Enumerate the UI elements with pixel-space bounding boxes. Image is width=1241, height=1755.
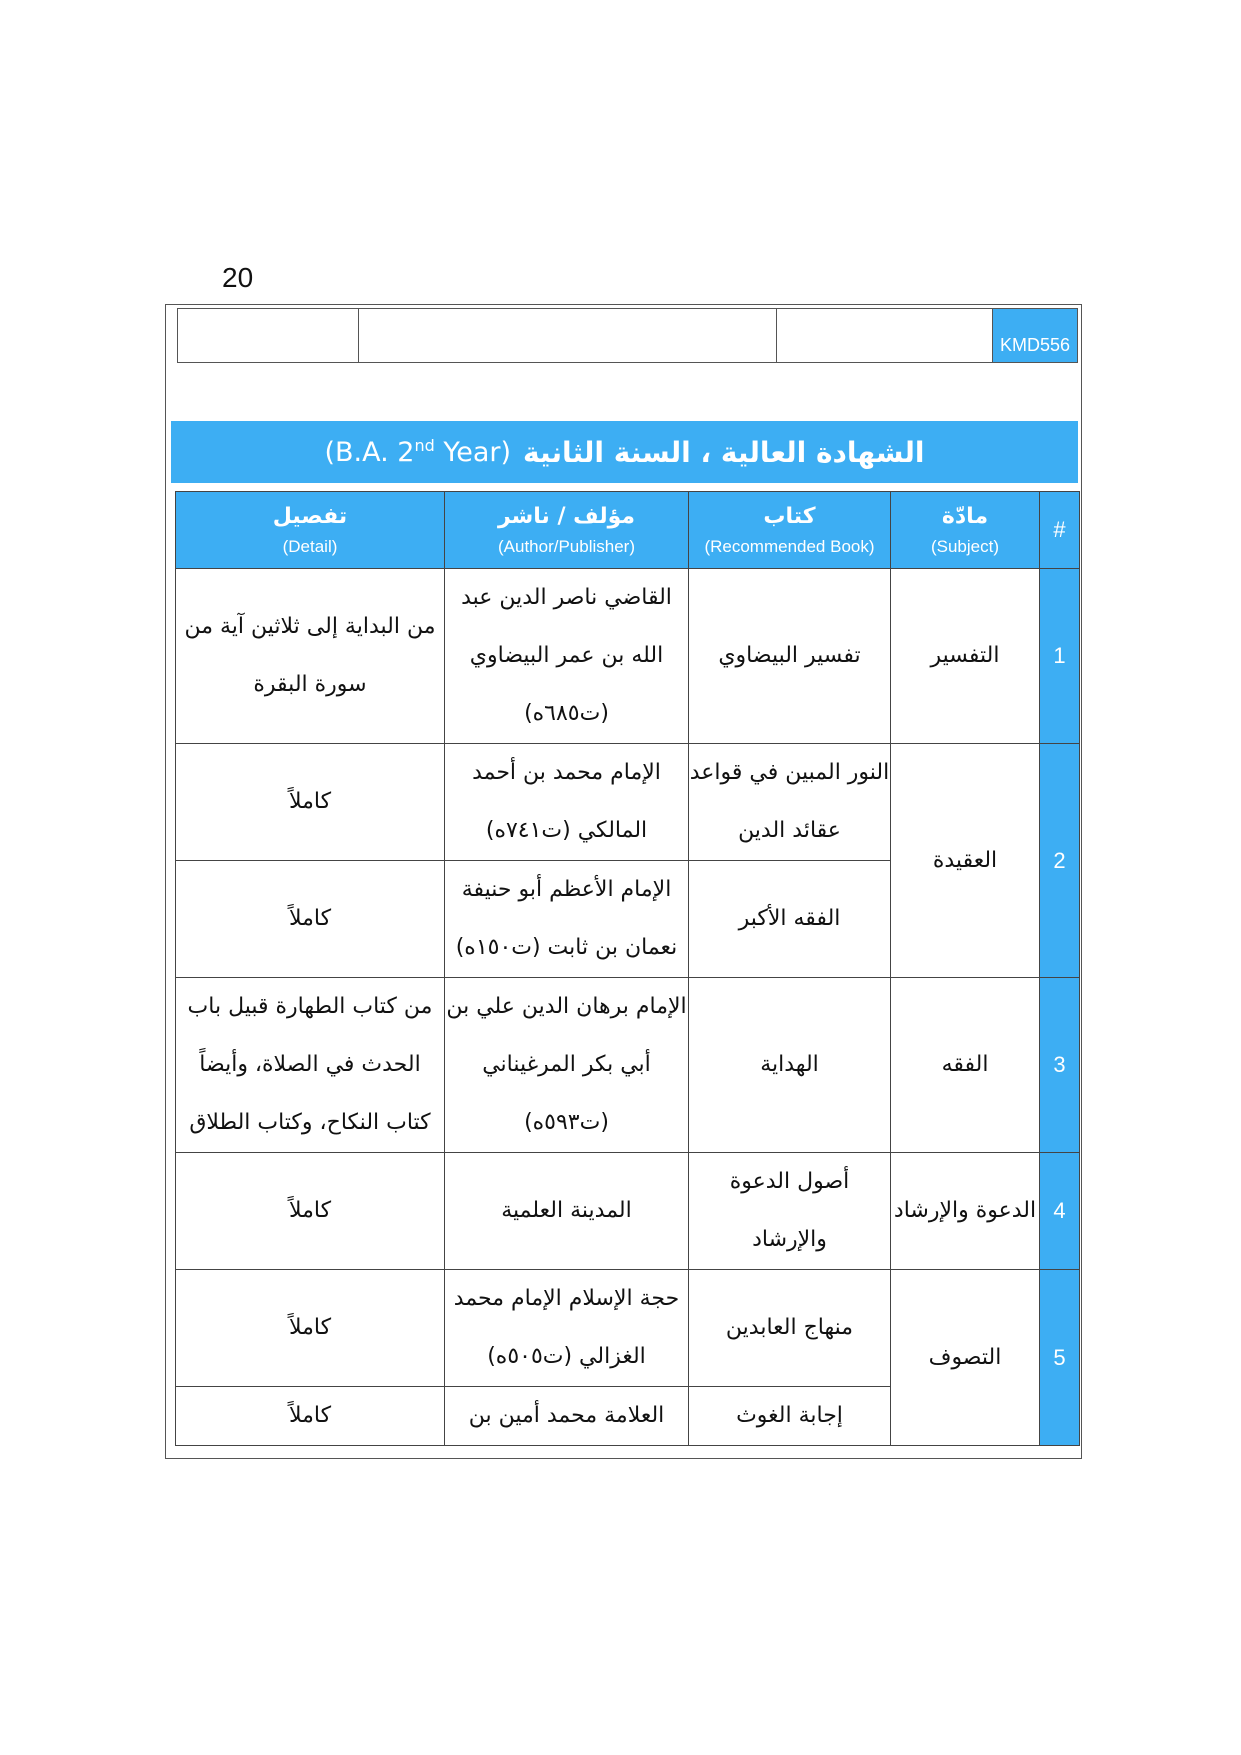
author-cell: المدينة العلمية <box>445 1153 689 1270</box>
title-english <box>324 436 511 468</box>
empty-cell <box>359 309 777 363</box>
book-cell: النور المبين في قواعد عقائد الدين <box>689 744 891 861</box>
header-book-en: (Recommended Book) <box>704 536 875 556</box>
course-code: KMD556 <box>993 309 1078 363</box>
row-number: 3 <box>1040 978 1080 1153</box>
header-row <box>176 492 1080 569</box>
header-num-label: # <box>1053 517 1066 542</box>
header-subject <box>891 492 1040 569</box>
table-row <box>176 1270 1080 1387</box>
section-title <box>171 421 1078 483</box>
title-english-sup: nd <box>414 436 435 455</box>
table-row <box>176 569 1080 744</box>
detail-cell: من البداية إلى ثلاثين آية من سورة البقرة <box>176 569 445 744</box>
author-cell: الإمام محمد بن أحمد المالكي (ت٧٤١ه) <box>445 744 689 861</box>
header-subject-ar: مادّة <box>941 503 989 529</box>
page-number: 20 <box>222 262 254 293</box>
author-cell: حجة الإسلام الإمام محمد الغزالي (ت٥٠٥ه) <box>445 1270 689 1387</box>
table-row <box>176 978 1080 1153</box>
curriculum-table <box>175 491 1080 1446</box>
header-num <box>1040 492 1080 569</box>
book-cell: منهاج العابدين <box>689 1270 891 1387</box>
author-cell: الإمام الأعظم أبو حنيفة نعمان بن ثابت (ت١٥٠ه) <box>445 861 689 978</box>
book-cell: تفسير البيضاوي <box>689 569 891 744</box>
row-number: 4 <box>1040 1153 1080 1270</box>
header-author <box>445 492 689 569</box>
row-number: 1 <box>1040 569 1080 744</box>
empty-cell <box>777 309 993 363</box>
subject-cell: الدعوة والإرشاد <box>891 1153 1040 1270</box>
book-cell: الهداية <box>689 978 891 1153</box>
detail-cell: كاملاً <box>176 861 445 978</box>
author-cell: العلامة محمد أمين بن <box>445 1387 689 1446</box>
author-cell: الإمام برهان الدين علي بن أبي بكر المرغيناني (ت٥٩٣ه) <box>445 978 689 1153</box>
header-book-ar: كتاب <box>763 503 816 529</box>
header-detail-en: (Detail) <box>282 536 338 556</box>
header-author-en: (Author/Publisher) <box>497 536 636 556</box>
subject-cell: التصوف <box>891 1270 1040 1446</box>
title-arabic: الشهادة العالية ، السنة الثانية <box>523 435 925 469</box>
book-cell: أصول الدعوة والإرشاد <box>689 1153 891 1270</box>
row-number: 5 <box>1040 1270 1080 1446</box>
title-english-suffix: Year) <box>434 437 512 468</box>
subject-cell: الفقه <box>891 978 1040 1153</box>
detail-cell: كاملاً <box>176 1270 445 1387</box>
header-book <box>689 492 891 569</box>
title-english-prefix: (B.A. 2 <box>324 437 415 468</box>
detail-cell: من كتاب الطهارة قبيل باب الحدث في الصلاة، وأيضاً كتاب النكاح، وكتاب الطلاق <box>176 978 445 1153</box>
subject-cell: التفسير <box>891 569 1040 744</box>
author-cell: القاضي ناصر الدين عبد الله بن عمر البيضاوي (ت٦٨٥ه) <box>445 569 689 744</box>
header-subject-en: (Subject) <box>930 536 1000 556</box>
book-cell: إجابة الغوث <box>689 1387 891 1446</box>
detail-cell: كاملاً <box>176 744 445 861</box>
table-row <box>176 744 1080 861</box>
subject-cell: العقيدة <box>891 744 1040 978</box>
empty-cell <box>178 309 359 363</box>
header-author-ar: مؤلف / ناشر <box>497 503 636 529</box>
row-number: 2 <box>1040 744 1080 978</box>
table-row <box>176 1153 1080 1270</box>
detail-cell: كاملاً <box>176 1153 445 1270</box>
book-cell: الفقه الأكبر <box>689 861 891 978</box>
header-detail <box>176 492 445 569</box>
detail-cell: كاملاً <box>176 1387 445 1446</box>
header-detail-ar: تفصيل <box>272 503 348 529</box>
course-code-table <box>177 308 1078 363</box>
